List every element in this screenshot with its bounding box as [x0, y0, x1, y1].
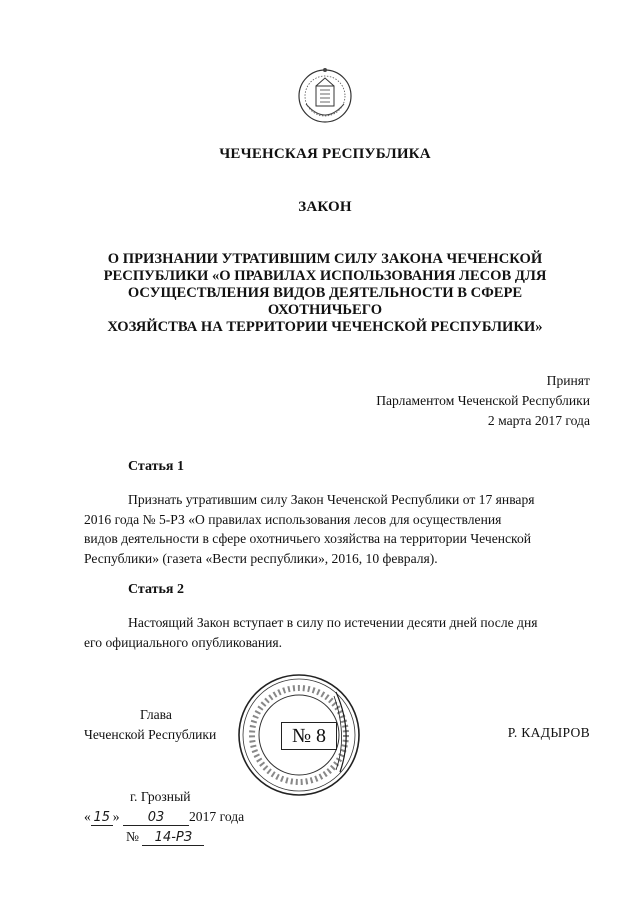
article-text-line: Республики» (газета «Вести республики», 2016, 10 февраля).: [84, 550, 438, 566]
article-text-line: 2016 года № 5-РЗ «О правилах использования лесов для осуществления: [84, 511, 502, 527]
law-number: 14-РЗ: [142, 830, 204, 846]
coat-of-arms-emblem-icon: [296, 60, 354, 132]
article-text-line: его официального опубликования.: [84, 634, 283, 650]
article-1-heading: Статья 1: [128, 459, 184, 474]
adoption-body: Парламентом Чеченской Республики: [376, 393, 590, 408]
adoption-date: 2 марта 2017 года: [487, 413, 590, 428]
signatory-name: Р. КАДЫРОВ: [507, 725, 590, 740]
adoption-block: [376, 371, 590, 431]
signatory-title-line: Глава: [140, 707, 172, 722]
date-month: 03: [123, 810, 189, 826]
adoption-label: Принят: [546, 373, 590, 388]
date-close-quote: »: [112, 809, 120, 824]
signatory-title: [84, 705, 216, 745]
law-title-line: ХОЗЯЙСТВА НА ТЕРРИТОРИИ ЧЕЧЕНСКОЙ РЕСПУБЛИКИ»: [107, 319, 543, 335]
date-day: 15: [91, 810, 113, 826]
date-year: 2017 года: [189, 809, 245, 824]
document-type-heading: ЗАКОН: [298, 199, 352, 215]
signatory-title-line: Чеченской Республики: [84, 727, 217, 742]
city-name: г. Грозный: [130, 789, 191, 804]
article-text-line: видов деятельности в сфере охотничьего хозяйства на территории Чеченской: [84, 531, 532, 546]
article-text-line: Признать утратившим силу Закон Чеченской Республики от 17 января: [128, 492, 535, 507]
date-open-quote: «: [84, 809, 91, 824]
article-1-text: [84, 490, 590, 568]
article-text-line: Настоящий Закон вступает в силу по истечении десяти дней после дня: [128, 615, 538, 630]
law-number-prefix: №: [126, 829, 139, 844]
article-2-text: [84, 613, 590, 652]
republic-heading: ЧЕЧЕНСКАЯ РЕСПУБЛИКА: [219, 146, 431, 162]
law-title-line: ОСУЩЕСТВЛЕНИЯ ВИДОВ ДЕЯТЕЛЬНОСТИ В СФЕРЕ ОХОТНИЧЬЕГО: [127, 285, 523, 318]
seal-number: № 8: [281, 722, 337, 750]
law-title-line: РЕСПУБЛИКИ «О ПРАВИЛАХ ИСПОЛЬЗОВАНИЯ ЛЕСОВ ДЛЯ: [103, 268, 547, 284]
signing-date: [84, 809, 244, 826]
law-number-line: [126, 829, 204, 846]
law-title-line: О ПРИЗНАНИИ УТРАТИВШИМ СИЛУ ЗАКОНА ЧЕЧЕНСКОЙ: [107, 251, 543, 267]
article-2-heading: Статья 2: [128, 582, 184, 597]
law-title: [70, 251, 580, 336]
